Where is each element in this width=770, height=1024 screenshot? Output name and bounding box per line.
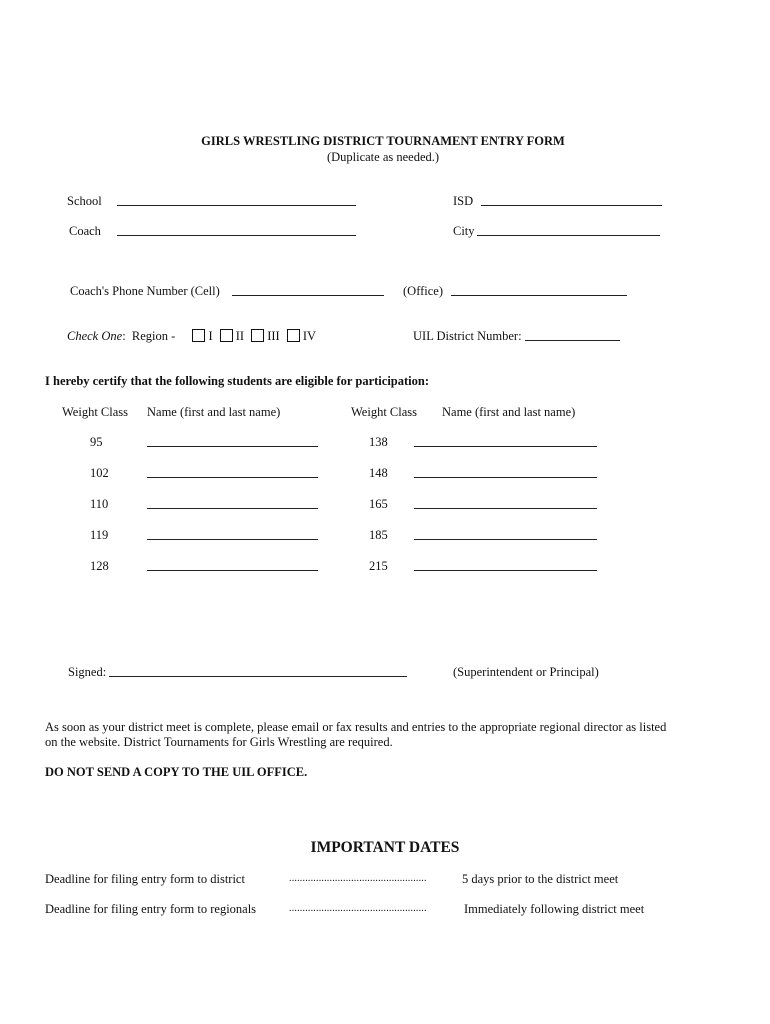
wrestler-name-field[interactable] bbox=[147, 539, 318, 540]
region-iii-label: III bbox=[267, 329, 280, 343]
region-ii-checkbox[interactable] bbox=[220, 329, 233, 342]
form-subtitle: (Duplicate as needed.) bbox=[326, 150, 440, 164]
weight-class: 148 bbox=[369, 466, 388, 480]
isd-field[interactable] bbox=[481, 205, 662, 206]
region-iii-checkbox[interactable] bbox=[251, 329, 264, 342]
signed-label: Signed: bbox=[68, 665, 107, 679]
isd-label: ISD bbox=[453, 194, 474, 208]
uil-district-label: UIL District Number: bbox=[413, 329, 522, 343]
wrestler-name-field[interactable] bbox=[147, 446, 318, 447]
cell-phone-field[interactable] bbox=[232, 295, 384, 296]
region-i-label: I bbox=[208, 329, 213, 343]
region-ii-label: II bbox=[235, 329, 245, 343]
wrestler-name-field[interactable] bbox=[414, 446, 597, 447]
wrestler-name-field[interactable] bbox=[414, 508, 597, 509]
instructions-line-1: As soon as your district meet is complete, please email or fax results and entries to the appropriate regional director as listed bbox=[45, 720, 667, 734]
regionals-deadline-label: Deadline for filing entry form to regionals bbox=[45, 902, 257, 916]
school-field[interactable] bbox=[117, 205, 356, 206]
wrestler-name-field[interactable] bbox=[147, 477, 318, 478]
dot-leader: ................................................... bbox=[289, 873, 427, 884]
weight-class: 165 bbox=[369, 497, 388, 511]
region-iv-label: IV bbox=[302, 329, 317, 343]
dot-leader: ................................................... bbox=[289, 903, 427, 914]
wrestler-name-field[interactable] bbox=[147, 508, 318, 509]
weight-class: 110 bbox=[90, 497, 109, 511]
weight-class: 119 bbox=[90, 528, 109, 542]
weight-class: 138 bbox=[369, 435, 388, 449]
weight-class-header-left: Weight Class bbox=[62, 405, 129, 419]
office-phone-field[interactable] bbox=[451, 295, 627, 296]
region-label: Region - bbox=[131, 329, 176, 343]
wrestler-name-field[interactable] bbox=[147, 570, 318, 571]
signer-role-label: (Superintendent or Principal) bbox=[453, 665, 599, 679]
name-header-left: Name (first and last name) bbox=[147, 405, 281, 419]
weight-class: 102 bbox=[90, 466, 109, 480]
coach-label: Coach bbox=[69, 224, 101, 238]
city-label: City bbox=[453, 224, 475, 238]
region-iv-checkbox[interactable] bbox=[287, 329, 300, 342]
city-field[interactable] bbox=[477, 235, 660, 236]
name-header-right: Name (first and last name) bbox=[442, 405, 576, 419]
regionals-deadline-value: Immediately following district meet bbox=[464, 902, 645, 916]
wrestler-name-field[interactable] bbox=[414, 539, 597, 540]
weight-class: 128 bbox=[90, 559, 109, 573]
certify-statement: I hereby certify that the following students are eligible for participation: bbox=[45, 374, 429, 388]
district-deadline-label: Deadline for filing entry form to district bbox=[45, 872, 245, 886]
weight-class: 185 bbox=[369, 528, 388, 542]
wrestler-name-field[interactable] bbox=[414, 477, 597, 478]
region-row: Check One: Region - I II III IV bbox=[67, 329, 317, 343]
important-dates-heading: IMPORTANT DATES bbox=[310, 839, 460, 856]
wrestler-name-field[interactable] bbox=[414, 570, 597, 571]
region-i-checkbox[interactable] bbox=[192, 329, 205, 342]
weight-class-header-right: Weight Class bbox=[351, 405, 418, 419]
school-label: School bbox=[67, 194, 102, 208]
uil-district-field[interactable] bbox=[525, 340, 620, 341]
form-title: GIRLS WRESTLING DISTRICT TOURNAMENT ENTRY FORM bbox=[201, 134, 565, 148]
signature-field[interactable] bbox=[109, 676, 407, 677]
district-deadline-value: 5 days prior to the district meet bbox=[462, 872, 619, 886]
do-not-send-warning: DO NOT SEND A COPY TO THE UIL OFFICE. bbox=[45, 765, 308, 779]
weight-class: 215 bbox=[369, 559, 388, 573]
check-one-label: Check One bbox=[67, 329, 123, 343]
coach-field[interactable] bbox=[117, 235, 356, 236]
office-label: (Office) bbox=[403, 284, 444, 298]
instructions-line-2: on the website. District Tournaments for Girls Wrestling are required. bbox=[45, 735, 393, 749]
coach-phone-label: Coach's Phone Number (Cell) bbox=[70, 284, 220, 298]
weight-class: 95 bbox=[90, 435, 103, 449]
